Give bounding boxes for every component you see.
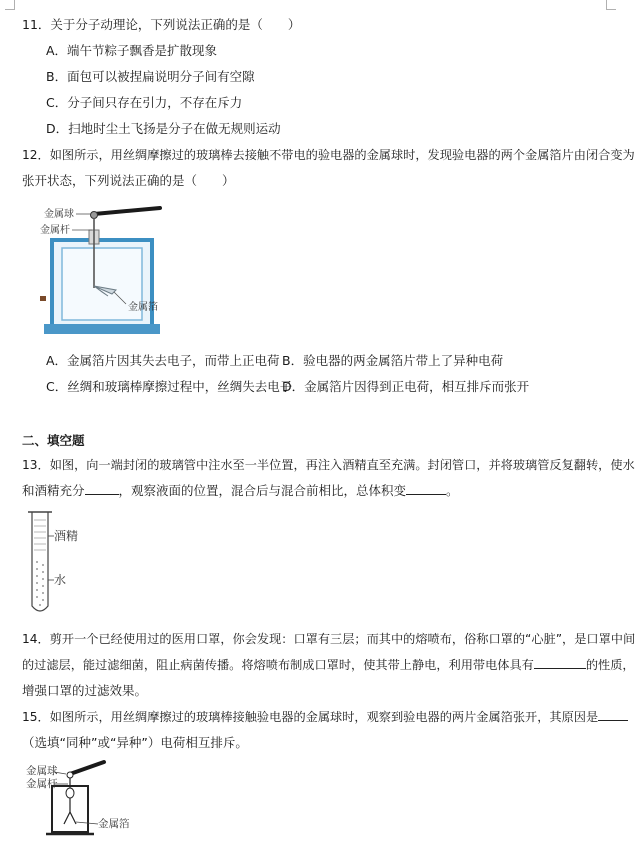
q15-blank[interactable] xyxy=(598,708,628,721)
corner-mark-left-h xyxy=(5,9,15,10)
label-ball-q12: 金属球 xyxy=(44,209,74,220)
q14-line2 xyxy=(22,656,635,674)
q12-option-c: C．丝绸和玻璃棒摩擦过程中，丝绸失去电子 xyxy=(46,379,293,394)
q12-option-d: D．金属箔片因得到正电荷，相互排斥而张开 xyxy=(282,379,530,394)
q13-blank-1[interactable] xyxy=(85,482,119,495)
metal-foils-q15 xyxy=(64,812,76,824)
q13-text-b: ，观察液面的位置，混合后与混合前相比，总体积变 xyxy=(118,483,407,498)
q15-line1 xyxy=(22,708,628,726)
q12-option-b: B．验电器的两金属箔片带上了异种电荷 xyxy=(282,353,504,368)
q11-stem: 11．关于分子动理论，下列说法正确的是（ ） xyxy=(22,17,301,32)
q14-blank[interactable] xyxy=(534,656,586,669)
q15-line2: （选填“同种”或“异种”）电荷相互排斥。 xyxy=(22,735,248,750)
q13-text-a: 和酒精充分 xyxy=(22,483,85,498)
q12-stem-line2: 张开状态，下列说法正确的是（ ） xyxy=(22,173,235,188)
section-heading: 二、填空题 xyxy=(22,433,85,448)
q15-text: 15．如图所示，用丝绸摩擦过的玻璃棒接触验电器的金属球时，观察到验电器的两片金属箔张开，其原因是 xyxy=(22,710,599,724)
q14-line3: 增强口罩的过滤效果。 xyxy=(22,683,148,698)
q13-text-c: 。 xyxy=(446,483,459,498)
metal-ball-q15 xyxy=(67,772,73,778)
q11-option-a: A．端午节粽子飘香是扩散现象 xyxy=(46,43,218,58)
electroscope-figure-q15 xyxy=(24,760,144,840)
label-water: 水 xyxy=(54,573,67,587)
metal-ball xyxy=(91,212,98,219)
label-rod-q15: 金属杆 xyxy=(26,778,58,790)
label-foil-q12: 金属箔 xyxy=(128,302,158,313)
q11-option-c: C．分子间只存在引力，不存在斥力 xyxy=(46,95,243,110)
label-alcohol: 酒精 xyxy=(54,529,79,543)
corner-mark-right-h xyxy=(606,9,616,10)
q14-text-b: 的性质， xyxy=(585,658,635,672)
glass-tube-figure xyxy=(24,506,94,618)
q12-option-a: A．金属箔片因其失去电子，而带上正电荷 xyxy=(46,353,280,368)
q13-line1: 13．如图，向一端封闭的玻璃管中注水至一半位置，再注入酒精直至充满。封闭管口，并将玻璃管反复翻转，使水 xyxy=(22,458,635,472)
q13-line2 xyxy=(22,482,459,500)
water-layer xyxy=(36,561,44,606)
q11-option-b: B．面包可以被捏扁说明分子间有空隙 xyxy=(46,69,255,84)
q13-blank-2[interactable] xyxy=(406,482,446,495)
glass-rod-q15 xyxy=(70,762,104,774)
corner-mark-right-v xyxy=(606,0,607,9)
label-ball-q15: 金属球 xyxy=(26,765,58,777)
q11-option-d: D．扫地时尘土飞扬是分子在做无规则运动 xyxy=(46,121,281,136)
q14-text-a: 的过滤层，能过滤细菌，阻止病菌传播。将熔喷布制成口罩时，使其带上静电，利用带电体具有 xyxy=(22,658,534,672)
label-rod-q12: 金属杆 xyxy=(40,225,70,236)
alcohol-layer xyxy=(34,514,46,558)
q14-line1: 14．剪开一个已经使用过的医用口罩，你会发现：口罩有三层；而其中的熔喷布，俗称口罩的“心脏”，是口罩中间 xyxy=(22,632,635,646)
corner-mark-left-v xyxy=(14,0,15,9)
label-foil-q15: 金属箔 xyxy=(98,818,130,830)
q12-stem-line1: 12．如图所示，用丝绸摩擦过的玻璃棒去接触不带电的验电器的金属球时，发现验电器的两个金属箔片由闭合变为 xyxy=(22,148,635,162)
electroscope-figure-q12 xyxy=(28,200,168,340)
